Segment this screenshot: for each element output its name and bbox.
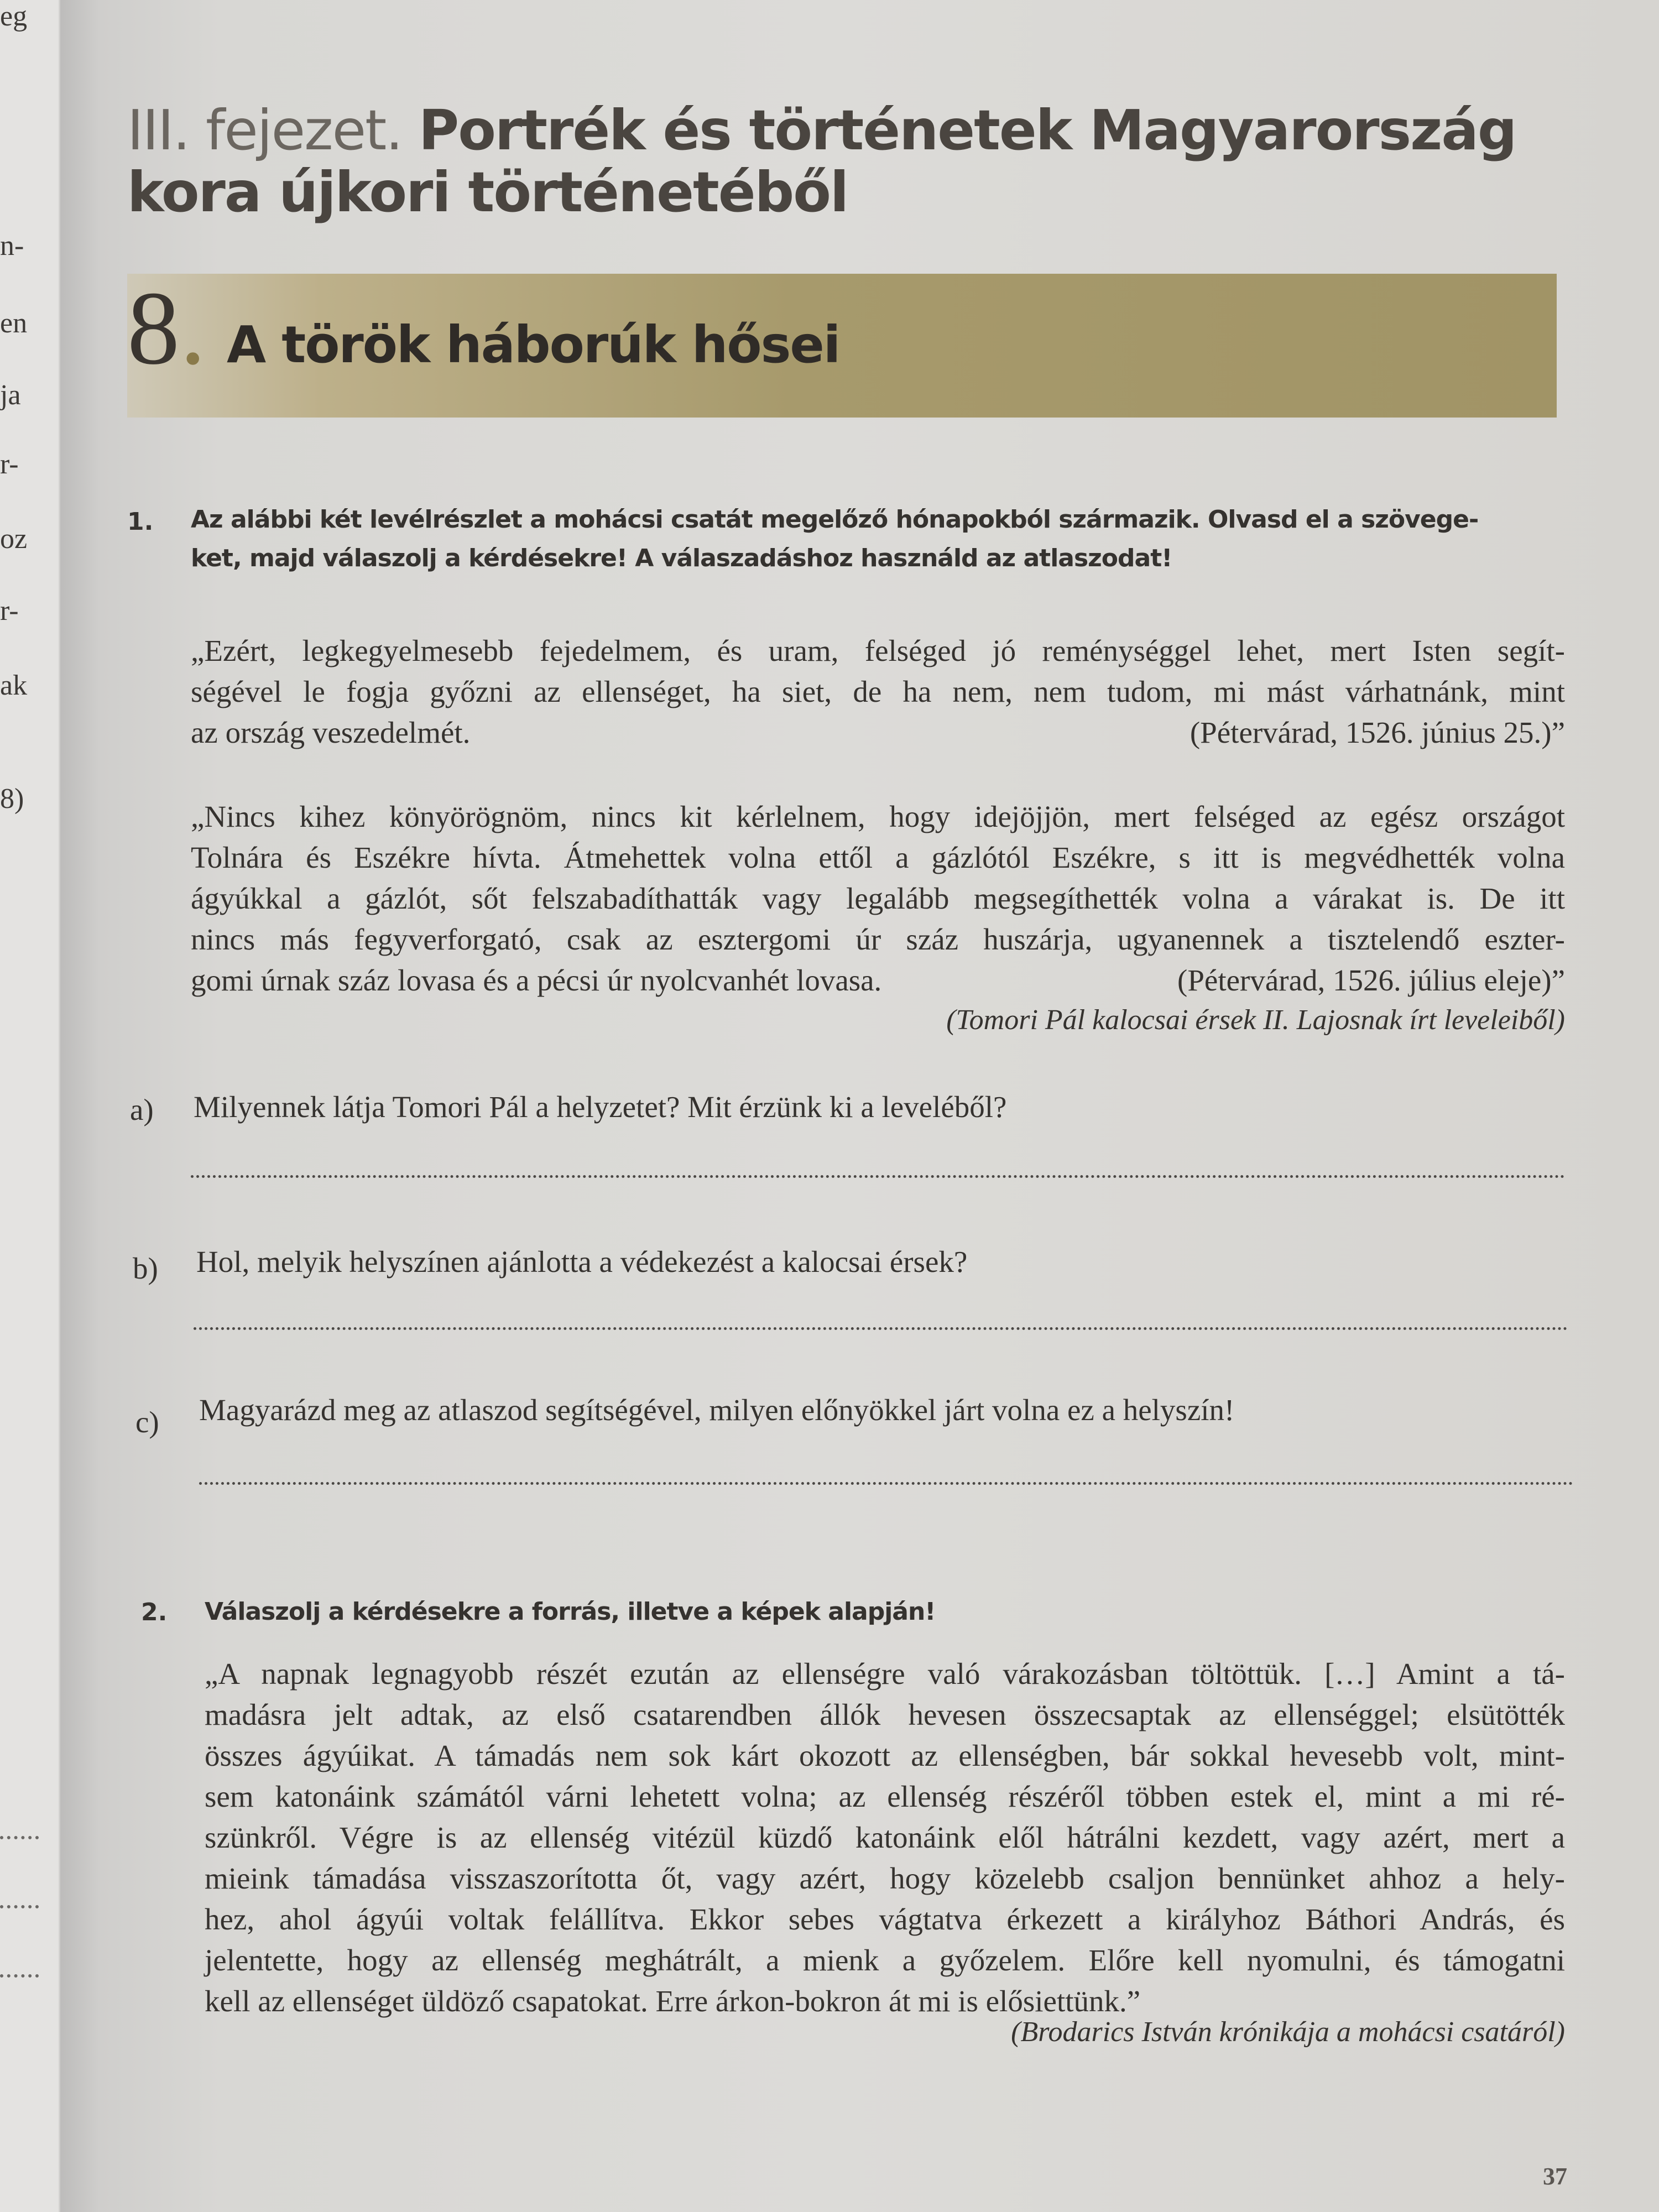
lesson-number-digit: 8 <box>127 270 180 387</box>
question-c-letter: c) <box>135 1405 159 1439</box>
quote-line: „Ezért, legkegyelmesebb fejedelmem, és uram, felséged jó reménységgel lehet, mert Isten segít- <box>191 634 1565 667</box>
facing-page-fragment: r- <box>0 448 19 480</box>
lesson-title-band <box>127 270 1557 418</box>
quote-line: madásra jelt adtak, az első csatarendben állók hevesen összecsaptak az ellenséggel; elsütötték <box>205 1698 1565 1731</box>
facing-page-fragment: r- <box>0 595 19 627</box>
quote-last-line: gomi úrnak száz lovasa és a pécsi úr nyolcvanhét lovasa. <box>191 963 882 997</box>
task2-instruction: Válaszolj a kérdésekre a forrás, illetve a képek alapján! <box>205 1598 936 1626</box>
quote-last-line: az ország veszedelmét. <box>191 716 471 749</box>
quote-line: ségével le fogja győzni az ellenséget, ha siet, de ha nem, nem tudom, mi mást várhatnánk, mint <box>191 675 1565 708</box>
facing-page-dotted-line <box>0 1974 39 1978</box>
quote-line: „A napnak legnagyobb részét ezután az ellenségre való várakozásban töltöttük. […] Amint a tá- <box>205 1657 1565 1691</box>
quote-line: szünkről. Végre is az ellenség vitézül küzdő katonáink elől hátrálni kezdett, vagy azért, mert a <box>205 1820 1565 1854</box>
facing-page-fragment: n- <box>0 230 24 262</box>
answer-line-a[interactable] <box>191 1175 1565 1178</box>
task2-number: 2. <box>141 1598 168 1626</box>
task1-attribution: (Tomori Pál kalocsai érsek II. Lajosnak írt leveleiből) <box>946 1004 1565 1036</box>
facing-page-dotted-line <box>0 1905 39 1908</box>
quote-source: (Pétervárad, 1526. június 25.)” <box>1190 716 1565 749</box>
quote-line: Tolnára és Eszékre hívta. Átmehettek volna ettől a gázlótól Eszékre, s itt is megvédhették volna <box>191 841 1565 874</box>
lesson-number-dot: . <box>180 270 206 387</box>
quote-brodarics <box>205 1653 1565 2022</box>
instruction-line: Az alábbi két levélrészlet a mohácsi csatát megelőző hónapokból származik. Olvasd el a szövege- <box>191 505 1479 534</box>
task1-instruction <box>191 500 1562 578</box>
quote-line <box>191 960 1565 1001</box>
task2-attribution: (Brodarics István krónikája a mohácsi csatáról) <box>1011 2016 1565 2048</box>
quote-tomori-1 <box>191 630 1565 753</box>
question-a-letter: a) <box>130 1093 154 1126</box>
quote-line: „Nincs kihez könyörögnöm, nincs kit kérlelnem, hogy idejöjjön, mert felséged az egész országot <box>191 800 1565 833</box>
chapter-title-line2: kora újkori történetéből <box>127 160 848 225</box>
quote-line <box>191 712 1565 753</box>
facing-page-fragment: ak <box>0 670 28 701</box>
quote-line: összes ágyúikat. A támadás nem sok kárt okozott az ellenségben, bár sokkal hevesebb volt, mint- <box>205 1739 1565 1772</box>
chapter-prefix: III. fejezet. <box>127 98 403 163</box>
lesson-title: A török háborúk hősei <box>227 315 840 374</box>
quote-line: jelentette, hogy az ellenség meghátrált, a mienk a győzelem. Előre kell nyomulni, és támogatni <box>205 1943 1565 1977</box>
quote-tomori-2 <box>191 796 1565 1001</box>
page-number: 37 <box>1543 2163 1567 2190</box>
chapter-heading <box>127 100 1565 223</box>
quote-line: nincs más fegyverforgató, csak az esztergomi úr száz huszárja, ugyanennek a tisztelendő eszter- <box>191 922 1565 956</box>
answer-line-b[interactable] <box>194 1327 1568 1330</box>
question-c-text: Magyarázd meg az atlaszod segítségével, milyen előnyökkel járt volna ez a helyszín! <box>199 1393 1235 1427</box>
facing-page-fragment: eg <box>0 1 28 32</box>
facing-page-fragment: oz <box>0 523 28 555</box>
quote-line: hez, ahol ágyúi voltak felállítva. Ekkor sebes vágtatva érkezett a királyhoz Báthori András, és <box>205 1902 1565 1936</box>
facing-page-dotted-line <box>0 1836 39 1839</box>
quote-line: mieink támadása visszaszorította őt, vagy azért, hogy közelebb csaljon bennünket ahhoz a hely- <box>205 1861 1565 1895</box>
quote-line: sem katonáink számától várni lehetett volna; az ellenség részéről többen estek el, mint a mi ré- <box>205 1780 1565 1813</box>
lesson-number <box>127 268 206 389</box>
question-a-text: Milyennek látja Tomori Pál a helyzetet? Mit érzünk ki a leveléből? <box>194 1090 1007 1124</box>
instruction-line: ket, majd válaszolj a kérdésekre! A válaszadáshoz használd az atlaszodat! <box>191 544 1172 572</box>
answer-line-c[interactable] <box>199 1482 1573 1485</box>
quote-source: (Pétervárad, 1526. július eleje)” <box>1177 963 1565 997</box>
quote-line: ágyúkkal a gázlót, sőt felszabadíthatták vagy legalább megsegíthették volna a várakat is. De itt <box>191 881 1565 915</box>
quote-last-line: kell az ellenséget üldöző csapatokat. Erre árkon-bokron át mi is elősiettünk.” <box>205 1984 1141 2018</box>
facing-page-fragment: ja <box>0 379 21 411</box>
question-b-letter: b) <box>133 1251 158 1285</box>
chapter-title-line1: Portrék és történetek Magyarország <box>418 98 1516 163</box>
facing-page-fragment: 8) <box>0 783 24 815</box>
question-b-text: Hol, melyik helyszínen ajánlotta a védekezést a kalocsai érsek? <box>196 1245 968 1279</box>
facing-page-fragment: en <box>0 307 28 339</box>
task1-number: 1. <box>127 508 154 536</box>
